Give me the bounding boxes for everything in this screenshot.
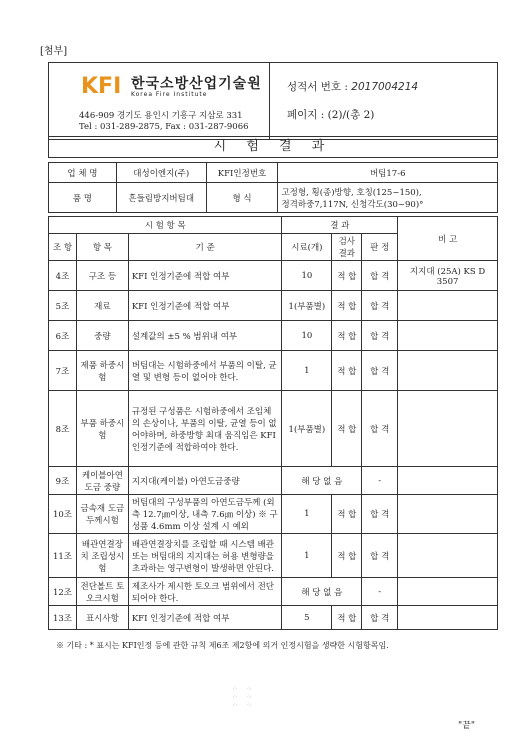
criterion-cell: 배관연결장치를 조립할 때 시스템 배관 또는 버팀대의 지지대는 허용 변형량을 초과하는 영구변형이 발생하면 안된다.	[128, 534, 282, 578]
item-cell: 배관연결장치 조립성시험	[76, 534, 128, 578]
samples-cell: 10	[282, 261, 332, 291]
clause-cell: 13조	[49, 606, 77, 630]
criterion-cell: 버팀대는 시험하중에서 부품의 이탈, 균열 및 변형 등이 없어야 한다.	[128, 351, 282, 391]
item-header: 항 목	[76, 234, 128, 261]
samples-cell: 1	[282, 351, 332, 391]
table-row	[49, 467, 498, 495]
result-cell: 적 합	[332, 261, 362, 291]
result-cell: 적 합	[332, 391, 362, 467]
item-cell: 전단볼트 토오크시험	[76, 578, 128, 606]
clause-cell: 6조	[49, 321, 77, 351]
item-cell: 중량	[76, 321, 128, 351]
judgment-cell: 합 격	[362, 534, 398, 578]
remarks-cell	[398, 291, 498, 321]
result-header: 결 과	[282, 217, 398, 234]
watermark-stamp: ⁘ ⁘ ⁘ ⁘ ⁘ ⁘	[232, 685, 255, 709]
item-cell: 재료	[76, 291, 128, 321]
criterion-cell: KFI 인정기준에 적합 여부	[128, 606, 282, 630]
clause-cell: 4조	[49, 261, 77, 291]
judgment-cell: 합 격	[362, 291, 398, 321]
clause-cell: 9조	[49, 467, 77, 495]
judgment-cell: 합 격	[362, 351, 398, 391]
result-cell: 적 합	[332, 321, 362, 351]
samples-cell: 해 당 없 음	[282, 467, 362, 495]
type-line-1: 고정형, 횡(종)방향, 호칭(125~150),	[281, 187, 422, 198]
judgment-cell: -	[362, 467, 398, 495]
institute-phone: Tel : 031-289-2875, Fax : 031-287-9066	[79, 122, 249, 132]
remarks-cell	[398, 495, 498, 534]
criterion-cell: KFI 인정기준에 적합 여부	[128, 261, 282, 291]
product-value: 흔들림방지버팀대	[116, 183, 206, 213]
item-cell: 구조 등	[76, 261, 128, 291]
table-row	[49, 391, 498, 467]
judgment-cell: 합 격	[362, 261, 398, 291]
judgment-cell: 합 격	[362, 321, 398, 351]
info-table	[48, 162, 498, 213]
remarks-cell	[398, 578, 498, 606]
remarks-header: 비 고	[398, 217, 498, 261]
judgment-cell: 합 격	[362, 495, 398, 534]
company-label: 업 체 명	[49, 163, 117, 183]
type-value	[278, 183, 498, 213]
clause-cell: 8조	[49, 391, 77, 467]
attachment-label: [첨부]	[40, 46, 68, 57]
judgment-cell: -	[362, 578, 398, 606]
kfi-logo	[81, 71, 123, 97]
table-row	[49, 291, 498, 321]
kfi-no-value: 버팀17-6	[278, 163, 498, 183]
remarks-cell	[398, 534, 498, 578]
cert-label: 성적서 번호 :	[287, 81, 348, 93]
remarks-cell	[398, 321, 498, 351]
document-header	[48, 62, 498, 140]
item-cell: 제품 하중시험	[76, 351, 128, 391]
results-table	[48, 216, 498, 630]
item-cell: 금속재 도금두께시험	[76, 495, 128, 534]
samples-cell: 1(부품별)	[282, 391, 332, 467]
institute-block	[49, 63, 270, 139]
criterion-cell: 설계값의 ±5 % 범위내 여부	[128, 321, 282, 351]
item-cell: 케이블아연 도금 중량	[76, 467, 128, 495]
institute-name: 한국소방산업기술원	[131, 76, 262, 92]
criterion-cell: 지지대(케이블) 아연도금중량	[128, 467, 282, 495]
page-number: 페이지 : (2)/(총 2)	[287, 109, 375, 121]
criterion-cell: 제조사가 제시한 토오크 범위에서 전단되어야 한다.	[128, 578, 282, 606]
table-row	[49, 351, 498, 391]
result-cell: 적 합	[332, 606, 362, 630]
table-row	[49, 261, 498, 291]
samples-cell: 1	[282, 534, 332, 578]
table-row	[49, 321, 498, 351]
clause-cell: 10조	[49, 495, 77, 534]
svg-text:KFI: KFI	[81, 74, 122, 97]
type-label: 형 식	[206, 183, 278, 213]
clause-cell: 11조	[49, 534, 77, 578]
type-line-2: 정격하중7,117N, 신청각도(30~90)°	[281, 199, 424, 210]
samples-header: 시료(개)	[282, 234, 332, 261]
result-cell: 적 합	[332, 534, 362, 578]
samples-cell: 1(부품별)	[282, 291, 332, 321]
company-value: 대성이엔지(주)	[116, 163, 206, 183]
remarks-cell	[398, 467, 498, 495]
kfi-no-label: KFI인정번호	[206, 163, 278, 183]
institute-name-en: Korea Fire Institute	[131, 91, 208, 98]
table-row	[49, 534, 498, 578]
remarks-cell	[398, 391, 498, 467]
judgment-cell: 합 격	[362, 391, 398, 467]
footnote: ※ 기타 : * 표시는 KFI인정 등에 관한 규칙 제6조 제2항에 의거 인정시험을 생략한 시험항목임.	[56, 641, 389, 650]
cert-value: 2017004214	[351, 81, 419, 93]
result-cell: 적 합	[332, 351, 362, 391]
item-cell: 표시사항	[76, 606, 128, 630]
end-mark: "끝"	[458, 721, 475, 731]
samples-cell: 해 당 없 음	[282, 578, 362, 606]
clause-header: 조 항	[49, 234, 77, 261]
institute-address: 446-909 경기도 용인시 기흥구 지삼로 331	[79, 111, 243, 121]
item-cell: 부품 하중시험	[76, 391, 128, 467]
criterion-cell: 버팀대의 구성부품의 아연도금두께 (외측 12.7㎛이상, 내측 7.6㎛ 이상) ※ 구성품 4.6mm 이상 설계 시 예외	[128, 495, 282, 534]
certificate-number	[287, 79, 418, 94]
criterion-cell: 규정된 구성품은 시험하중에서 조임체의 손상이나, 부품의 이탈, 균열 등이 없어야하며, 하중방향 최대 움직임은 KFI인정기준에 적합하여야 한다.	[128, 391, 282, 467]
clause-cell: 5조	[49, 291, 77, 321]
samples-cell: 5	[282, 606, 332, 630]
result-cell: 적 합	[332, 291, 362, 321]
test-items-header: 시 험 항 목	[49, 217, 282, 234]
table-row	[49, 495, 498, 534]
judgment-header: 판 정	[362, 234, 398, 261]
samples-cell: 10	[282, 321, 332, 351]
samples-cell: 1	[282, 495, 332, 534]
clause-cell: 12조	[49, 578, 77, 606]
remarks-cell	[398, 351, 498, 391]
criterion-cell: KFI 인정기준에 적합 여부	[128, 291, 282, 321]
criterion-header: 기 준	[128, 234, 282, 261]
table-row	[49, 578, 498, 606]
test-result-header: 검사 결과	[332, 234, 362, 261]
page-title: 시 험 결 과	[48, 136, 498, 158]
product-label: 품 명	[49, 183, 117, 213]
result-cell: 적 합	[332, 495, 362, 534]
remarks-cell	[398, 606, 498, 630]
table-row	[49, 606, 498, 630]
remarks-cell: 지지대 (25A) KS D 3507	[398, 261, 498, 291]
clause-cell: 7조	[49, 351, 77, 391]
judgment-cell: 합 격	[362, 606, 398, 630]
